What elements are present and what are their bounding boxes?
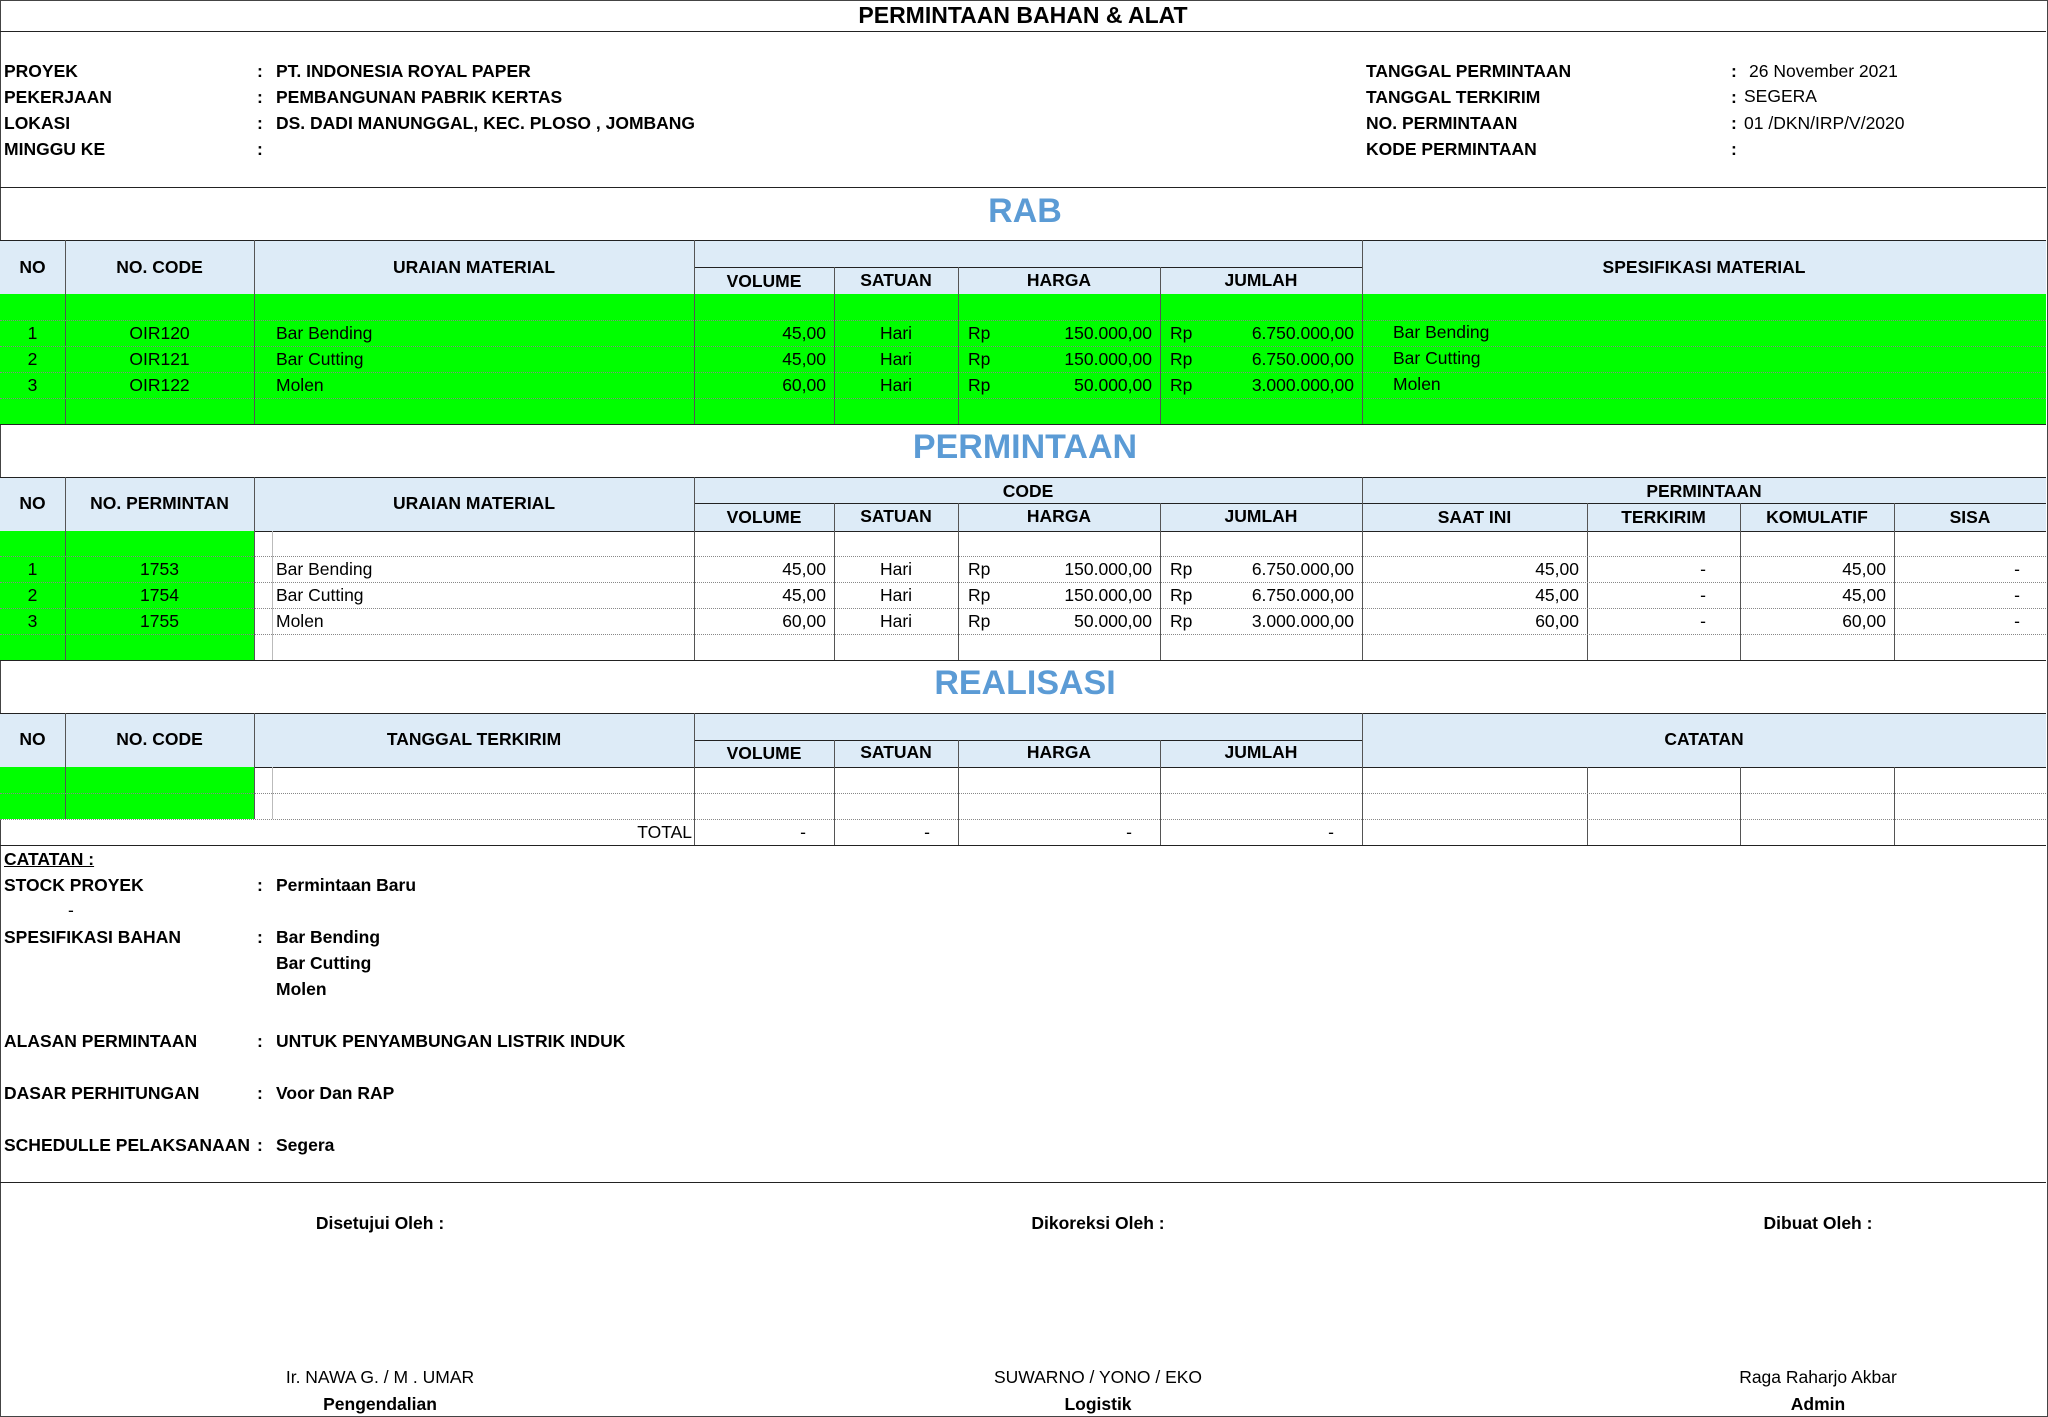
permintaan-section-title: PERMINTAAN [912, 428, 1138, 466]
divider [694, 503, 2046, 504]
signature-name: Ir. NAWA G. / M . UMAR [285, 1367, 475, 1387]
permintaan-cell-jumlah: 6.750.000,00 [1251, 559, 1354, 579]
rab-cell-spek: Bar Bending [1393, 322, 1490, 342]
catatan-heading: CATATAN : [4, 849, 95, 869]
colon: : [1731, 113, 1737, 133]
realisasi-header-jumlah: JUMLAH [1224, 742, 1298, 762]
rab-cell-satuan: Hari [879, 375, 913, 395]
realisasi-header-volume: VOLUME [726, 743, 802, 763]
permintaan-cell-no: 1 [27, 559, 38, 579]
permintaan-cell-saat-ini: 60,00 [1535, 611, 1579, 631]
label-proyek: PROYEK [4, 61, 78, 81]
permintaan-cell-komulatif: 45,00 [1842, 559, 1886, 579]
permintaan-cell-satuan: Hari [879, 585, 913, 605]
value-dasar: Voor Dan RAP [276, 1083, 395, 1103]
permintaan-cell-volume: 60,00 [782, 611, 826, 631]
label-stock-proyek: STOCK PROYEK [4, 875, 144, 895]
divider [694, 740, 1362, 741]
grid-line [1362, 240, 1363, 424]
rab-cell-volume: 60,00 [782, 375, 826, 395]
permintaan-cell-nomor: 1755 [140, 611, 179, 631]
rab-cell-uraian: Molen [276, 375, 324, 395]
permintaan-cell-volume: 45,00 [782, 559, 826, 579]
permintaan-cell-jumlah: 3.000.000,00 [1251, 611, 1354, 631]
rab-cell-code: OIR122 [129, 375, 190, 395]
value-pekerjaan: PEMBANGUNAN PABRIK KERTAS [276, 87, 563, 107]
grid-line [1587, 767, 1588, 845]
rab-header-uraian: URAIAN MATERIAL [392, 257, 556, 277]
permintaan-cell-nomor: 1754 [140, 585, 179, 605]
rab-cell-no: 3 [27, 375, 38, 395]
colon: : [257, 113, 263, 133]
rab-cell-rp: Rp [1170, 323, 1193, 343]
permintaan-cell-sisa: - [2014, 585, 2020, 605]
rab-cell-rp: Rp [968, 323, 991, 343]
permintaan-cell-uraian: Bar Cutting [276, 585, 364, 605]
permintaan-cell-harga: 150.000,00 [1064, 559, 1152, 579]
page-title: PERMINTAAN BAHAN & ALAT [858, 2, 1188, 28]
signature-name: Raga Raharjo Akbar [1739, 1367, 1897, 1387]
row-line [0, 398, 2046, 399]
rab-header-spesifikasi: SPESIFIKASI MATERIAL [1602, 257, 1806, 277]
permintaan-cell-no: 3 [27, 611, 38, 631]
permintaan-cell-saat-ini: 45,00 [1535, 559, 1579, 579]
rab-cell-spek: Bar Cutting [1393, 348, 1481, 368]
value-spesifikasi: Molen [276, 979, 327, 999]
realisasi-header-satuan: SATUAN [860, 742, 932, 762]
permintaan-cell-satuan: Hari [879, 559, 913, 579]
label-dasar: DASAR PERHITUNGAN [4, 1083, 200, 1103]
grid-line [254, 240, 255, 424]
label-tanggal-permintaan: TANGGAL PERMINTAAN [1366, 61, 1572, 81]
colon: : [257, 139, 263, 159]
permintaan-cell-harga: 50.000,00 [1074, 611, 1152, 631]
total-jumlah: - [1328, 822, 1334, 842]
permintaan-cell-terkirim: - [1700, 559, 1706, 579]
rab-cell-rp: Rp [968, 349, 991, 369]
permintaan-header-uraian: URAIAN MATERIAL [392, 493, 556, 513]
grid-line [1894, 767, 1895, 845]
permintaan-header-komulatif: KOMULATIF [1766, 507, 1868, 527]
rab-cell-code: OIR120 [129, 323, 190, 343]
rab-cell-no: 1 [27, 323, 38, 343]
rab-header-volume: VOLUME [726, 271, 802, 291]
total-volume: - [800, 822, 806, 842]
grid-line [65, 713, 66, 819]
signature-name: SUWARNO / YONO / EKO [993, 1367, 1203, 1387]
rab-cell-harga: 150.000,00 [1064, 349, 1152, 369]
value-spesifikasi: Bar Bending [276, 927, 381, 947]
colon: : [1731, 139, 1737, 159]
row-line [0, 372, 2046, 373]
colon: : [257, 1031, 263, 1051]
signature-heading: Dibuat Oleh : [1763, 1213, 1873, 1233]
realisasi-header-no: NO [19, 729, 46, 749]
permintaan-header-volume: VOLUME [726, 507, 802, 527]
realisasi-header-code: NO. CODE [116, 729, 203, 749]
signature-heading: Disetujui Oleh : [315, 1213, 445, 1233]
label-pekerjaan: PEKERJAAN [4, 87, 112, 107]
value-no-permintaan: 01 /DKN/IRP/V/2020 [1744, 113, 1905, 133]
label-minggu: MINGGU KE [4, 139, 106, 159]
rab-cell-jumlah: 3.000.000,00 [1251, 375, 1354, 395]
permintaan-cell-rp: Rp [1170, 585, 1193, 605]
grid-line [254, 713, 255, 819]
colon: : [1731, 61, 1737, 81]
rab-cell-volume: 45,00 [782, 349, 826, 369]
permintaan-cell-volume: 45,00 [782, 585, 826, 605]
realisasi-header-tanggal: TANGGAL TERKIRIM [386, 729, 562, 749]
permintaan-header-permintaan: PERMINTAAN [1646, 481, 1762, 501]
row-line [0, 582, 2046, 583]
rab-cell-harga: 150.000,00 [1064, 323, 1152, 343]
permintaan-cell-rp: Rp [1170, 611, 1193, 631]
permintaan-cell-rp: Rp [968, 611, 991, 631]
rab-cell-harga: 50.000,00 [1074, 375, 1152, 395]
signature-role: Logistik [1064, 1394, 1132, 1414]
label-lokasi: LOKASI [4, 113, 71, 133]
permintaan-cell-terkirim: - [1700, 611, 1706, 631]
colon: : [257, 87, 263, 107]
rab-cell-no: 2 [27, 349, 38, 369]
rab-cell-uraian: Bar Bending [276, 323, 373, 343]
realisasi-header-harga: HARGA [1026, 742, 1092, 762]
rab-cell-rp: Rp [1170, 349, 1193, 369]
divider [0, 187, 2046, 188]
divider [0, 845, 2046, 846]
colon: : [257, 875, 263, 895]
colon: : [257, 927, 263, 947]
rab-cell-uraian: Bar Cutting [276, 349, 364, 369]
permintaan-cell-rp: Rp [1170, 559, 1193, 579]
value-lokasi: DS. DADI MANUNGGAL, KEC. PLOSO , JOMBANG [276, 113, 696, 133]
permintaan-header-jumlah: JUMLAH [1224, 506, 1298, 526]
permintaan-cell-nomor: 1753 [140, 559, 179, 579]
permintaan-cell-uraian: Bar Bending [276, 559, 373, 579]
colon: : [1731, 87, 1737, 107]
rab-header-code: NO. CODE [116, 257, 203, 277]
row-line [0, 346, 2046, 347]
colon: : [257, 1083, 263, 1103]
label-alasan: ALASAN PERMINTAAN [4, 1031, 198, 1051]
rab-cell-satuan: Hari [879, 349, 913, 369]
grid-line [1362, 713, 1363, 845]
row-line [0, 634, 2046, 635]
label-tanggal-terkirim: TANGGAL TERKIRIM [1366, 87, 1541, 107]
permintaan-cell-sisa: - [2014, 611, 2020, 631]
rab-header-satuan: SATUAN [860, 270, 932, 290]
rab-cell-rp: Rp [968, 375, 991, 395]
rab-cell-volume: 45,00 [782, 323, 826, 343]
permintaan-cell-harga: 150.000,00 [1064, 585, 1152, 605]
total-harga: - [1126, 822, 1132, 842]
signature-role: Admin [1790, 1394, 1846, 1414]
stock-dash: - [68, 900, 74, 920]
value-schedule: Segera [276, 1135, 335, 1155]
value-tanggal-terkirim: SEGERA [1744, 86, 1817, 106]
row-line [0, 556, 2046, 557]
permintaan-header-sisa: SISA [1949, 507, 1991, 527]
row-line [0, 819, 2046, 820]
total-satuan: - [924, 822, 930, 842]
permintaan-cell-saat-ini: 45,00 [1535, 585, 1579, 605]
permintaan-cell-komulatif: 60,00 [1842, 611, 1886, 631]
colon: : [257, 1135, 263, 1155]
divider [694, 267, 1362, 268]
signature-role: Pengendalian [323, 1394, 437, 1414]
permintaan-cell-sisa: - [2014, 559, 2020, 579]
grid-line [272, 531, 273, 660]
rab-cell-rp: Rp [1170, 375, 1193, 395]
permintaan-cell-uraian: Molen [276, 611, 324, 631]
label-kode-permintaan: KODE PERMINTAAN [1366, 139, 1537, 159]
rab-header-jumlah: JUMLAH [1224, 270, 1298, 290]
permintaan-cell-rp: Rp [968, 585, 991, 605]
signature-heading: Dikoreksi Oleh : [1031, 1213, 1165, 1233]
permintaan-cell-jumlah: 6.750.000,00 [1251, 585, 1354, 605]
permintaan-header-code: CODE [1002, 481, 1054, 501]
realisasi-section-title: REALISASI [934, 664, 1116, 702]
colon: : [257, 61, 263, 81]
rab-cell-jumlah: 6.750.000,00 [1251, 349, 1354, 369]
value-spesifikasi: Bar Cutting [276, 953, 372, 973]
permintaan-header-saat-ini: SAAT INI [1437, 507, 1512, 527]
permintaan-header-terkirim: TERKIRIM [1621, 507, 1706, 527]
permintaan-cell-terkirim: - [1700, 585, 1706, 605]
rab-header-no: NO [19, 257, 46, 277]
value-alasan: UNTUK PENYAMBUNGAN LISTRIK INDUK [276, 1031, 626, 1051]
permintaan-header-satuan: SATUAN [860, 506, 932, 526]
rab-cell-satuan: Hari [879, 323, 913, 343]
divider [0, 31, 2046, 32]
row-line [0, 608, 2046, 609]
row-line [0, 320, 2046, 321]
permintaan-cell-satuan: Hari [879, 611, 913, 631]
permintaan-cell-no: 2 [27, 585, 38, 605]
rab-cell-code: OIR121 [129, 349, 190, 369]
label-no-permintaan: NO. PERMINTAAN [1366, 113, 1518, 133]
value-stock-proyek: Permintaan Baru [276, 875, 417, 895]
row-line [0, 793, 2046, 794]
permintaan-cell-rp: Rp [968, 559, 991, 579]
permintaan-cell-komulatif: 45,00 [1842, 585, 1886, 605]
total-label: TOTAL [637, 822, 692, 842]
rab-header-harga: HARGA [1026, 270, 1092, 290]
grid-line [254, 477, 255, 660]
label-spesifikasi-bahan: SPESIFIKASI BAHAN [4, 927, 181, 947]
value-proyek: PT. INDONESIA ROYAL PAPER [276, 61, 531, 81]
label-schedule: SCHEDULLE PELAKSANAAN [4, 1135, 250, 1155]
permintaan-header-no: NO [19, 493, 46, 513]
divider [0, 1182, 2046, 1183]
divider [0, 660, 2046, 661]
divider [0, 424, 2046, 425]
permintaan-header-no-permintan: NO. PERMINTAN [90, 493, 229, 513]
grid-line [1740, 767, 1741, 845]
rab-cell-jumlah: 6.750.000,00 [1251, 323, 1354, 343]
value-tanggal-permintaan: 26 November 2021 [1749, 61, 1898, 81]
permintaan-header-harga: HARGA [1026, 506, 1092, 526]
rab-section-title: RAB [988, 192, 1062, 230]
realisasi-header-catatan: CATATAN [1664, 729, 1744, 749]
rab-cell-spek: Molen [1393, 374, 1441, 394]
